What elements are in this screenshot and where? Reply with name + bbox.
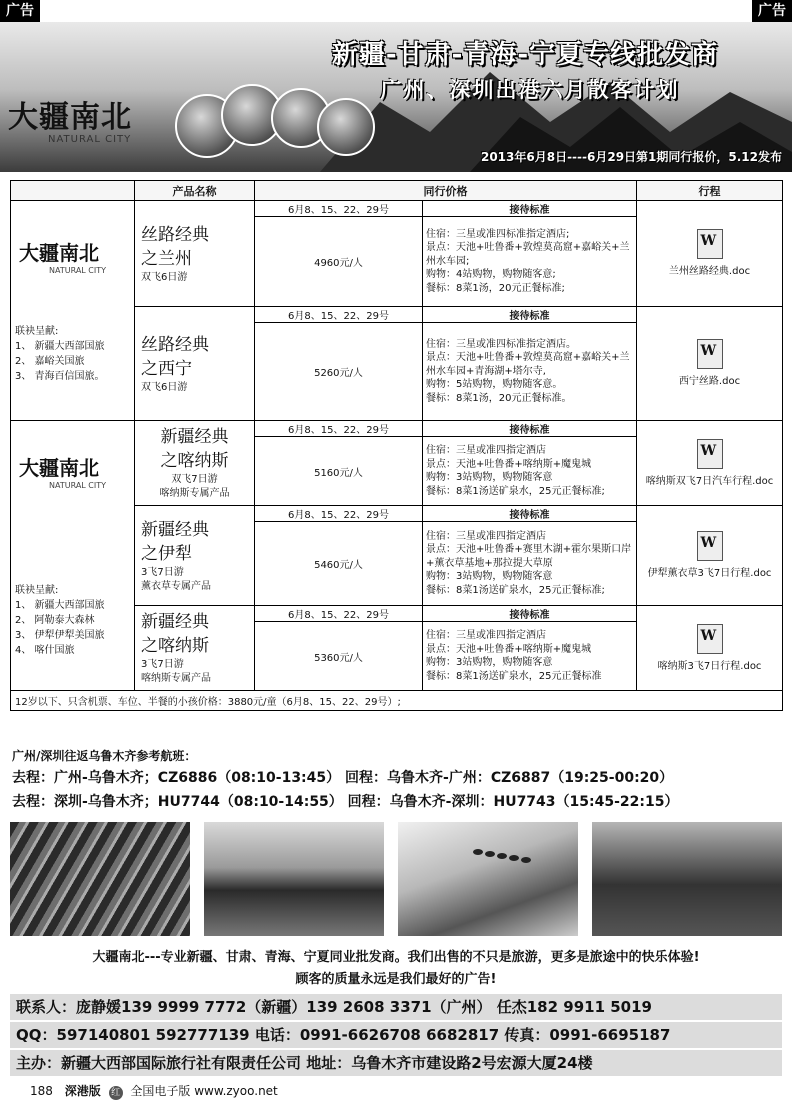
word-doc-icon[interactable]: W bbox=[697, 229, 723, 259]
detail-cell bbox=[423, 437, 637, 506]
price-value: 4960元/人 bbox=[255, 217, 423, 307]
product-cell bbox=[135, 421, 255, 506]
detail-cell bbox=[423, 522, 637, 606]
doc-cell[interactable] bbox=[637, 606, 783, 691]
price-value: 5360元/人 bbox=[255, 622, 423, 691]
company-title: 联袂呈献: bbox=[15, 325, 59, 337]
mini-logo: 大疆南北 bbox=[19, 240, 99, 265]
detail-line: 餐标：8菜1汤送矿泉水，25元正餐标准; bbox=[426, 485, 605, 497]
contact-phones: QQ：597140801 592777139 电话：0991-6626708 6682817 传真：0991-6695187 bbox=[10, 1022, 782, 1050]
product-name: 丝路经典 bbox=[141, 224, 209, 245]
detail-line: 景点：天池+吐鲁番+喀纳斯+魔鬼城 bbox=[426, 643, 592, 655]
doc-link[interactable]: 兰州丝路经典.doc bbox=[668, 266, 751, 277]
ad-tag-right: 广告 bbox=[752, 0, 792, 22]
product-tag: 薰衣草专属产品 bbox=[141, 580, 211, 592]
detail-line: 购物：3站购物，购物随客意 bbox=[426, 657, 553, 669]
product-name: 丝路经典 bbox=[141, 334, 209, 355]
product-name: 之喀纳斯 bbox=[160, 451, 229, 471]
detail-line: 餐标：8菜1汤，20元正餐标准。 bbox=[426, 392, 572, 404]
doc-cell[interactable] bbox=[637, 506, 783, 606]
detail-cell bbox=[423, 323, 637, 421]
product-name: 新疆经典 bbox=[141, 519, 209, 540]
doc-link[interactable]: 伊犁薰衣草3飞7日行程.doc bbox=[647, 568, 772, 579]
header-banner bbox=[0, 22, 792, 172]
detail-line: 住宿：三星或准四标准指定酒店。 bbox=[426, 338, 576, 350]
edition-badge: 红 bbox=[109, 1086, 123, 1100]
product-tag: 喀纳斯专属产品 bbox=[141, 673, 211, 684]
page-number: 188 bbox=[30, 1084, 53, 1098]
banner-date: 2013年6月8日----6月29日第1期同行报价，5.12发布 bbox=[480, 150, 782, 164]
std-label: 接待标准 bbox=[423, 421, 637, 437]
company-item: 2、 嘉峪关国旅 bbox=[15, 355, 85, 367]
company-cell-2 bbox=[11, 421, 135, 691]
header-blank bbox=[11, 181, 135, 201]
company-item: 3、 青海百信国旅。 bbox=[15, 370, 105, 382]
product-name: 新疆经典 bbox=[160, 427, 229, 447]
product-name: 之西宁 bbox=[141, 358, 192, 379]
product-name: 新疆经典 bbox=[141, 612, 209, 632]
flight-title: 广州/深圳往返乌鲁木齐参考航班： bbox=[12, 749, 197, 763]
doc-cell[interactable] bbox=[637, 421, 783, 506]
detail-line: 购物：3站购物，购物随客意 bbox=[426, 472, 553, 484]
detail-line: 景点：天池+吐鲁番+敦煌莫高窟+嘉峪关+兰州水车园+青海湖+塔尔寺, bbox=[426, 352, 630, 377]
detail-line: 餐标：8菜1汤送矿泉水，25元正餐标准; bbox=[426, 584, 605, 596]
site-link[interactable]: 全国电子版 www.zyoo.net bbox=[130, 1084, 278, 1098]
flight-row: 去程：广州-乌鲁木齐；CZ6886（08:10-13:45） 回程：乌鲁木齐-广州：CZ6887（19:25-00:20） bbox=[12, 770, 674, 786]
product-cell bbox=[135, 307, 255, 421]
detail-line: 景点：天池+吐鲁番+赛里木湖+霍尔果斯口岸+薰衣草基地+那拉提大草原 bbox=[426, 544, 632, 569]
logo-text: 大疆南北 bbox=[8, 100, 132, 135]
mini-logo-sub: NATURAL CITY bbox=[49, 481, 107, 490]
product-days: 3飞7日游 bbox=[141, 566, 184, 578]
doc-link[interactable]: 喀纳斯3飞7日行程.doc bbox=[657, 660, 762, 672]
std-label: 接待标准 bbox=[423, 201, 637, 217]
product-cell bbox=[135, 201, 255, 307]
product-name: 之伊犁 bbox=[141, 543, 192, 564]
flight-row: 去程：深圳-乌鲁木齐；HU7744（08:10-14:55） 回程：乌鲁木齐-深圳：HU7743（15:45-22:15） bbox=[12, 794, 679, 810]
company-item: 1、 新疆大西部国旅 bbox=[15, 600, 105, 611]
doc-link[interactable]: 西宁丝路.doc bbox=[678, 376, 741, 387]
camel-silhouette bbox=[398, 822, 578, 936]
detail-line: 住宿：三星或准四指定酒店 bbox=[426, 630, 546, 642]
detail-line: 餐标：8菜1汤，20元正餐标准; bbox=[426, 282, 565, 294]
detail-cell bbox=[423, 622, 637, 691]
contact-address: 主办：新疆大西部国际旅行社有限责任公司 地址：乌鲁木齐市建设路2号宏源大厦24楼 bbox=[10, 1050, 782, 1078]
contact-block bbox=[10, 994, 782, 1076]
product-name: 之喀纳斯 bbox=[141, 636, 209, 656]
doc-cell[interactable] bbox=[637, 201, 783, 307]
price-value: 5260元/人 bbox=[255, 323, 423, 421]
detail-line: 住宿：三星或准四指定酒店 bbox=[426, 530, 546, 542]
banner-subtitle: 广州、深圳出港六月散客计划 bbox=[380, 78, 680, 102]
detail-line: 住宿：三星或准四指定酒店 bbox=[426, 445, 546, 457]
mini-logo: 大疆南北 bbox=[19, 456, 99, 480]
scenery-photo bbox=[317, 98, 375, 156]
camel-desert-photo bbox=[398, 822, 578, 936]
flight-info bbox=[12, 746, 782, 814]
page-footer bbox=[30, 1082, 278, 1100]
company-cell-1 bbox=[11, 201, 135, 421]
detail-cell bbox=[423, 217, 637, 307]
std-label: 接待标准 bbox=[423, 606, 637, 622]
doc-link[interactable]: 喀纳斯双飞7日汽车行程.doc bbox=[645, 475, 774, 487]
slogan-line-1: 大疆南北---专业新疆、甘肃、青海、宁夏同业批发商。我们出售的不只是旅游，更多是旅途中的快乐体验! bbox=[92, 950, 700, 965]
kebab-photo bbox=[10, 822, 190, 936]
slogan-line-2: 顾客的质量永远是我们最好的广告! bbox=[295, 972, 497, 987]
product-days: 双飞6日游 bbox=[141, 271, 188, 283]
company-title: 联袂呈献: bbox=[15, 585, 59, 596]
tour-dates: 6月8、15、22、29号 bbox=[255, 307, 423, 323]
detail-line: 购物：3站购物，购物随客意 bbox=[426, 571, 553, 583]
word-doc-icon[interactable]: W bbox=[697, 339, 723, 369]
edition-label: 深港版 bbox=[64, 1084, 101, 1098]
contact-people: 联系人：庞静媛139 9999 7772（新疆）139 2608 3371（广州） 任杰182 9911 5019 bbox=[10, 994, 782, 1022]
product-days: 3飞7日游 bbox=[141, 659, 184, 670]
detail-line: 购物：4站购物，购物随客意; bbox=[426, 269, 556, 281]
std-label: 接待标准 bbox=[423, 506, 637, 522]
header-product: 产品名称 bbox=[135, 181, 255, 201]
brand-logo bbox=[8, 82, 188, 162]
company-item: 1、 新疆大西部国旅 bbox=[15, 340, 105, 352]
product-days: 双飞7日游 bbox=[171, 474, 218, 485]
price-value: 5160元/人 bbox=[255, 437, 423, 506]
ad-tag-left: 广告 bbox=[0, 0, 40, 22]
detail-line: 景点：天池+吐鲁番+敦煌莫高窟+嘉峪关+兰州水车园; bbox=[426, 242, 630, 267]
tour-dates: 6月8、15、22、29号 bbox=[255, 201, 423, 217]
product-tag: 喀纳斯专属产品 bbox=[159, 488, 230, 499]
detail-line: 住宿：三星或准四标准指定酒店; bbox=[426, 228, 570, 240]
header-itinerary: 行程 bbox=[637, 181, 783, 201]
photo-strip bbox=[10, 822, 782, 936]
header-price: 同行价格 bbox=[255, 181, 637, 201]
word-doc-icon[interactable]: W bbox=[697, 624, 723, 654]
product-cell bbox=[135, 506, 255, 606]
tour-dates: 6月8、15、22、29号 bbox=[255, 421, 423, 437]
dance-photo bbox=[592, 822, 782, 936]
product-cell bbox=[135, 606, 255, 691]
child-price-note: 12岁以下、只含机票、车位、半餐的小孩价格：3880元/童（6月8、15、22、29号）; bbox=[11, 691, 783, 711]
desert-poplar-photo bbox=[204, 822, 384, 936]
detail-line: 景点：天池+吐鲁番+喀纳斯+魔鬼城 bbox=[426, 458, 592, 470]
banner-title: 新疆-甘肃-青海-宁夏专线批发商 bbox=[331, 40, 719, 70]
company-item: 4、 喀什国旅 bbox=[15, 645, 75, 656]
price-table bbox=[10, 180, 782, 711]
mini-logo-sub: NATURAL CITY bbox=[49, 265, 107, 275]
product-days: 双飞6日游 bbox=[141, 381, 188, 393]
std-label: 接待标准 bbox=[423, 307, 637, 323]
word-doc-icon[interactable]: W bbox=[697, 439, 723, 469]
logo-subtitle: NATURAL CITY bbox=[48, 134, 132, 145]
doc-cell[interactable] bbox=[637, 307, 783, 421]
detail-line: 餐标：8菜1汤送矿泉水，25元正餐标准 bbox=[426, 670, 602, 682]
company-item: 2、 阿勒泰大森林 bbox=[15, 615, 95, 626]
detail-line: 购物：5站购物，购物随客意。 bbox=[426, 379, 563, 391]
tour-dates: 6月8、15、22、29号 bbox=[255, 506, 423, 522]
word-doc-icon[interactable]: W bbox=[697, 531, 723, 561]
product-name: 之兰州 bbox=[141, 248, 192, 269]
tour-dates: 6月8、15、22、29号 bbox=[255, 606, 423, 622]
price-value: 5460元/人 bbox=[255, 522, 423, 606]
company-item: 3、 伊犁伊犁美国旅 bbox=[15, 630, 105, 641]
